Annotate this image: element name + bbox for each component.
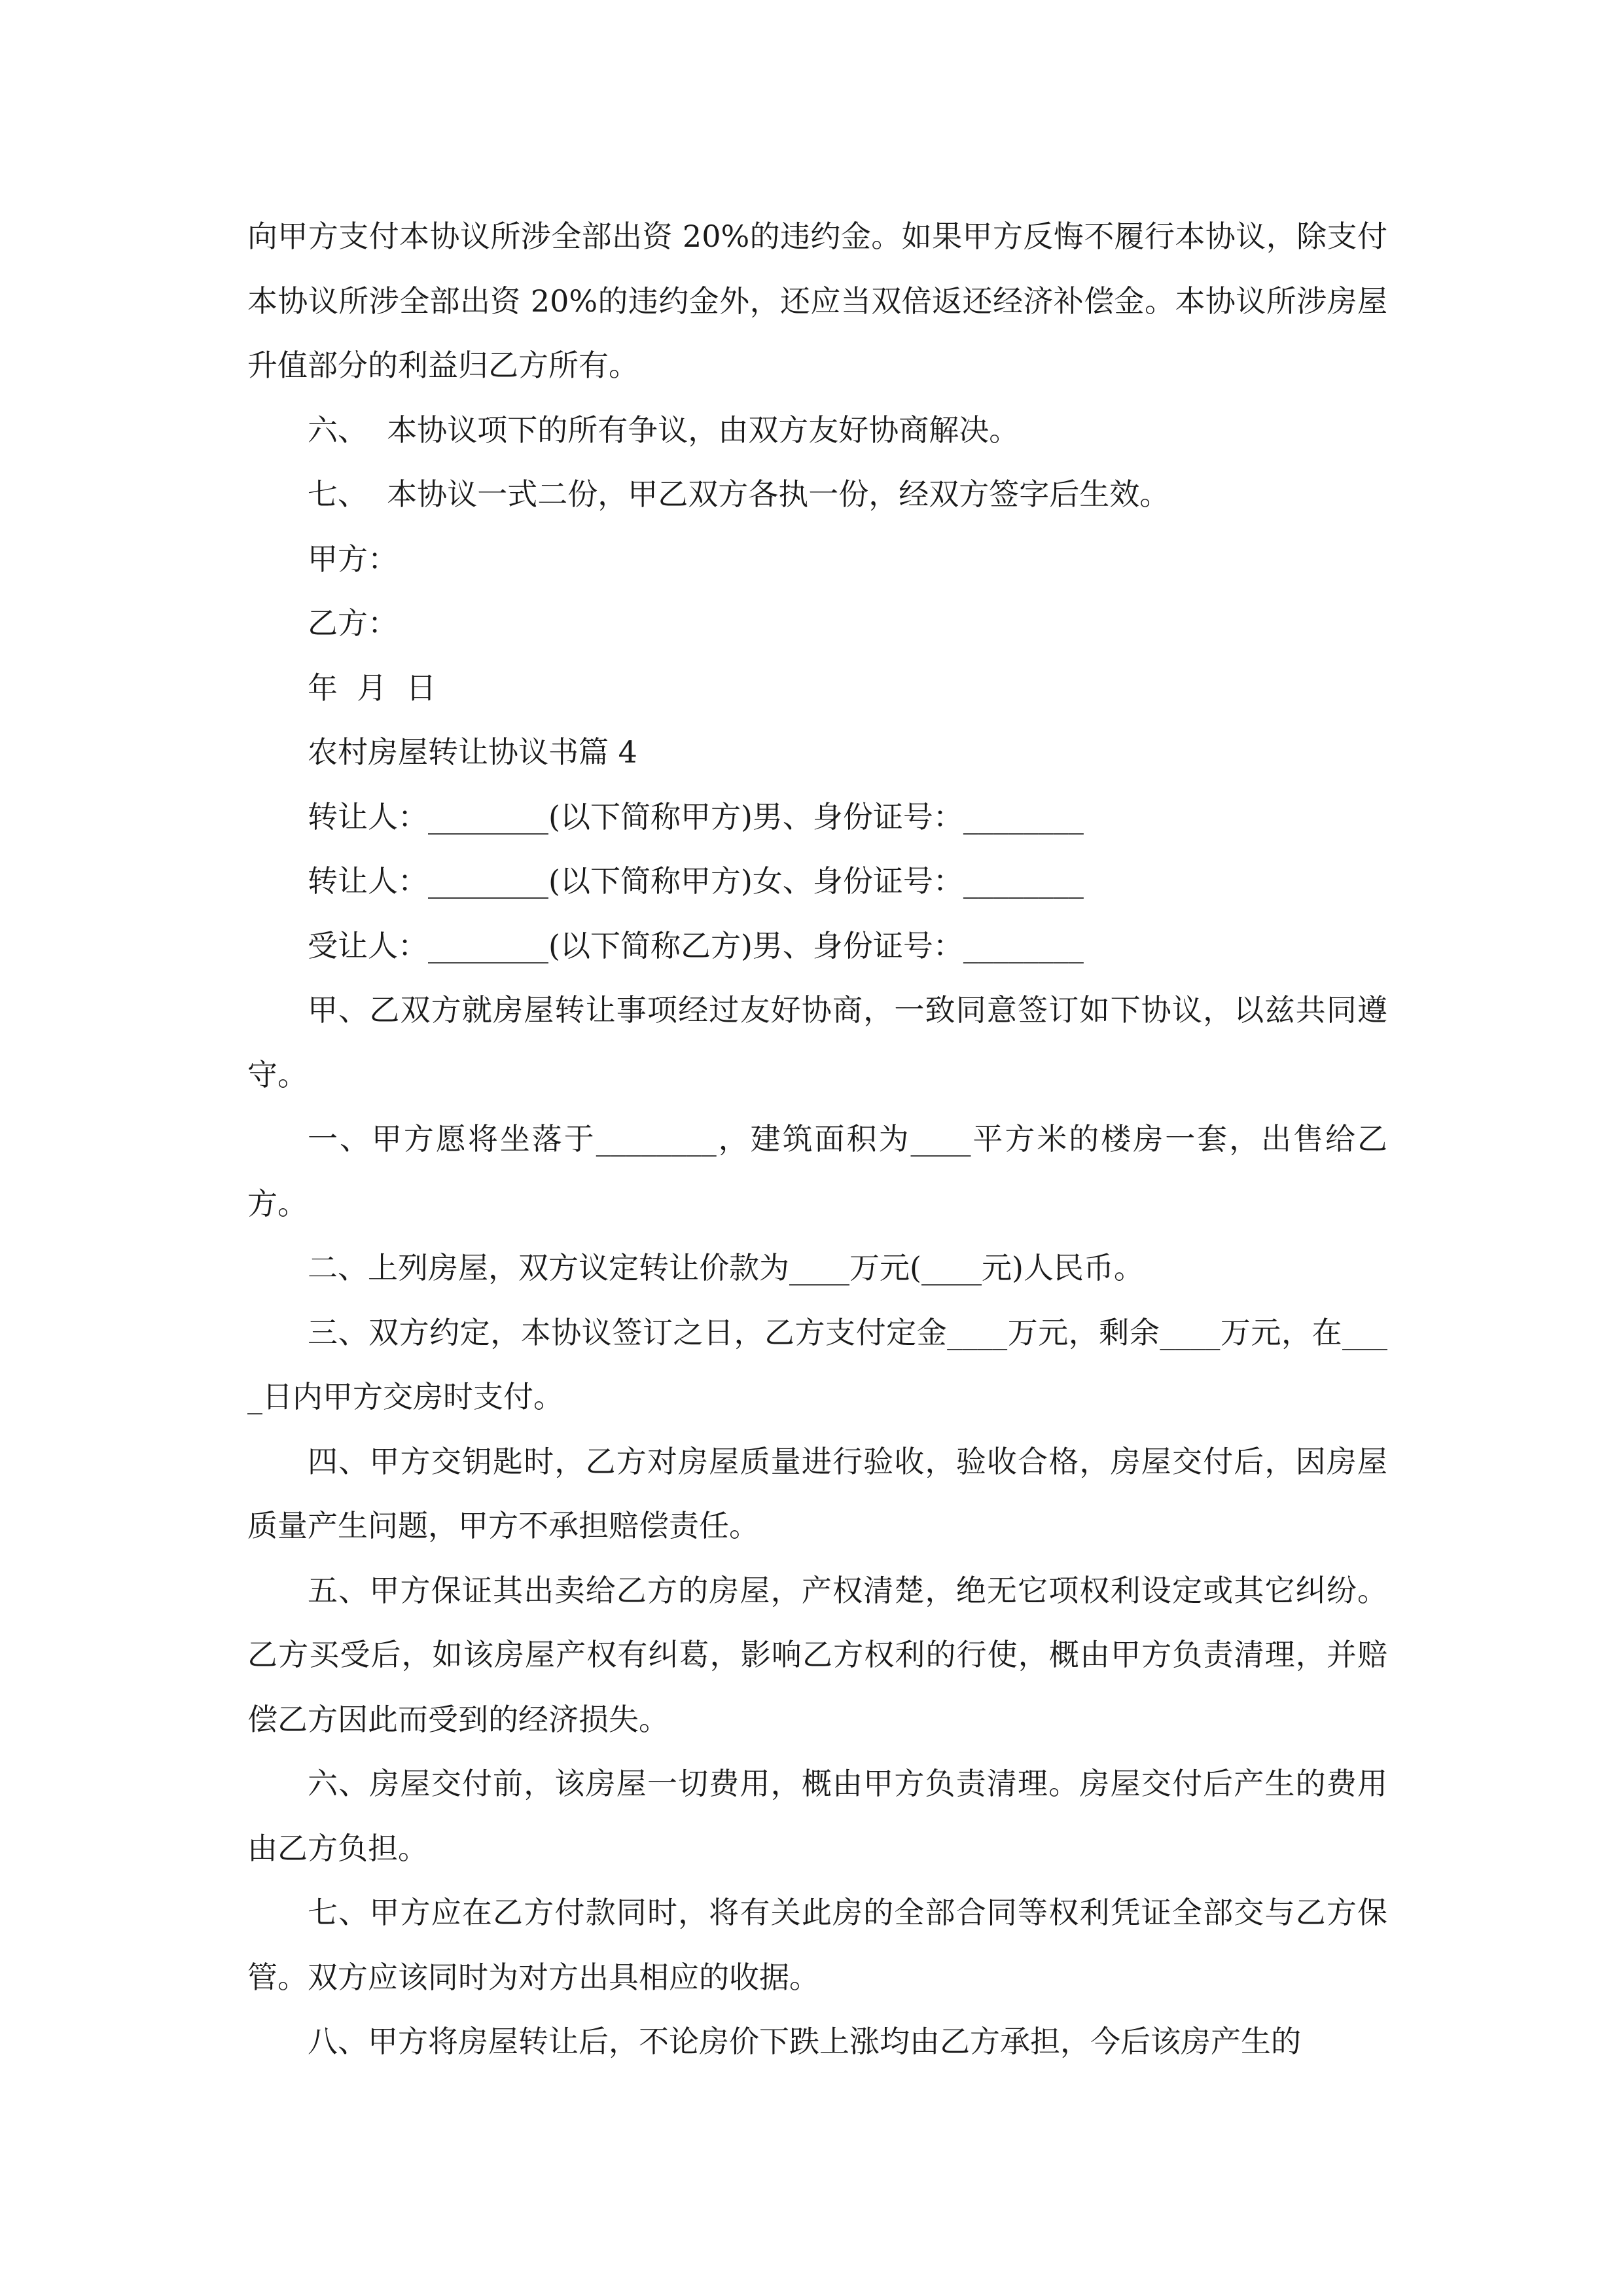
clause-one-property: 一、甲方愿将坐落于________，建筑面积为____平方米的楼房一套，出售给乙方。 — [247, 1121, 1387, 1221]
signature-party-a: 甲方： — [308, 541, 398, 577]
clause-five-title: 五、甲方保证其出卖给乙方的房屋，产权清楚，绝无它项权利设定或其它纠纷。乙方买受后，如该房屋产权有纠葛，影响乙方权利的行使，概由甲方负责清理，并赔偿乙方因此而受到的经济损失。 — [247, 1572, 1387, 1737]
section-title: 农村房屋转让协议书篇 4 — [308, 734, 637, 770]
paragraph-continuation: 向甲方支付本协议所涉全部出资 20%的违约金。如果甲方反悔不履行本协议，除支付本协议所涉全部出资 20%的违约金外，还应当双倍返还经济补偿金。本协议所涉房屋升值部分的利益归乙方所有。 — [247, 219, 1387, 383]
clause-two-price: 二、上列房屋，双方议定转让价款为____万元(____元)人民币。 — [308, 1250, 1144, 1285]
transferor-male-line: 转让人：________(以下简称甲方)男、身份证号：________ — [308, 798, 1084, 834]
clause-seven-documents: 七、甲方应在乙方付款同时，将有关此房的全部合同等权利凭证全部交与乙方保管。双方应该同时为对方出具相应的收据。 — [247, 1895, 1387, 1995]
clause-eight-price-risk: 八、甲方将房屋转让后，不论房价下跌上涨均由乙方承担，今后该房产生的 — [308, 2024, 1301, 2059]
agreement-intro: 甲、乙双方就房屋转让事项经过友好协商，一致同意签订如下协议，以兹共同遵守。 — [247, 992, 1387, 1092]
transferor-female-line: 转让人：________(以下简称甲方)女、身份证号：________ — [308, 863, 1084, 899]
clause-four-inspection: 四、甲方交钥匙时，乙方对房屋质量进行验收，验收合格，房屋交付后，因房屋质量产生问题，甲方不承担赔偿责任。 — [247, 1443, 1387, 1543]
clause-three-payment: 三、双方约定，本协议签订之日，乙方支付定金____万元，剩余____万元，在____日内甲方交房时支付。 — [247, 1314, 1387, 1414]
document-body — [247, 204, 1387, 2074]
transferee-line: 受让人：________(以下简称乙方)男、身份证号：________ — [308, 927, 1084, 963]
clause-seven-copies: 七、 本协议一式二份，甲乙双方各执一份，经双方签字后生效。 — [308, 476, 1170, 512]
clause-six-disputes: 六、 本协议项下的所有争议，由双方友好协商解决。 — [308, 412, 1020, 448]
signature-date: 年 月 日 — [308, 670, 437, 706]
signature-party-b: 乙方： — [308, 605, 398, 641]
clause-six-fees: 六、房屋交付前，该房屋一切费用，概由甲方负责清理。房屋交付后产生的费用由乙方负担。 — [247, 1766, 1387, 1866]
